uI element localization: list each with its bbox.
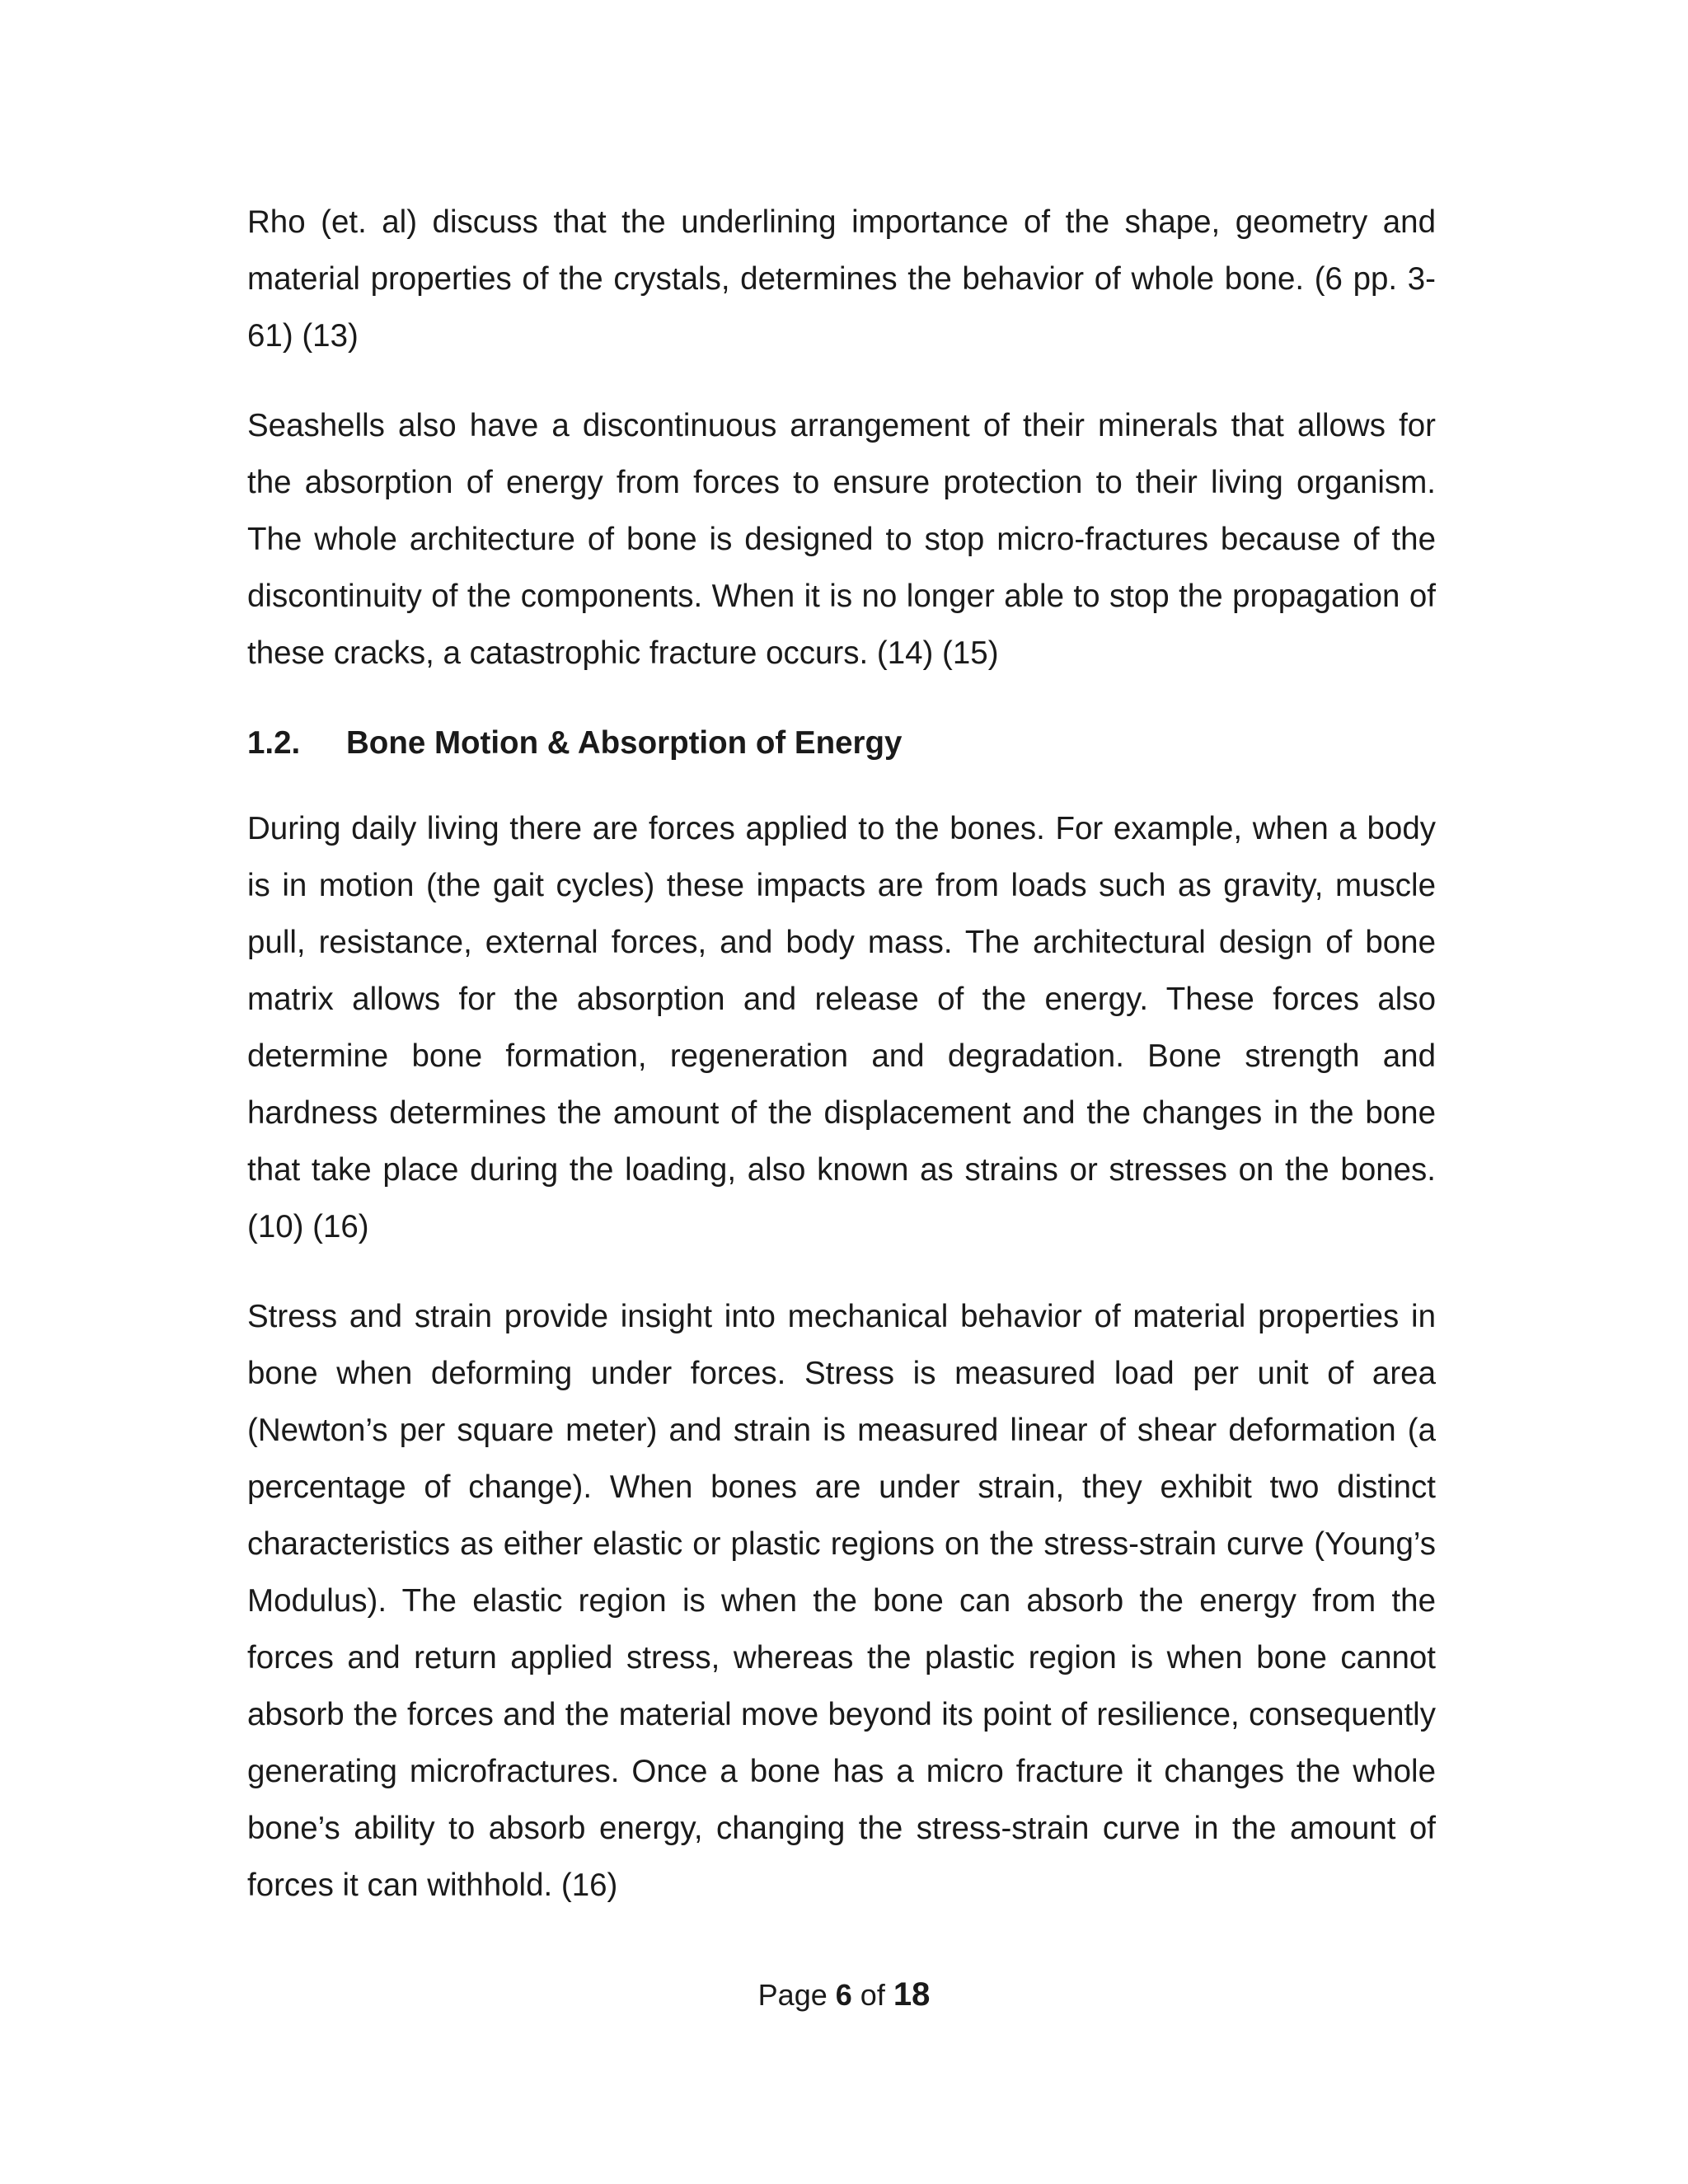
paragraph-stress-strain: Stress and strain provide insight into mechanical behavior of material properties in bone when deforming under forces. Stress is measured load per unit of area (Newton’s per square meter) and strain is measured linear of shear deformation (a percentage of change). When bones are under strain, they exhibit two distinct characteristics as either elastic or plastic regions on the stress-strain curve (Young’s Modulus). The elastic region is when the bone can absorb the energy from the forces and return applied stress, whereas the plastic region is when bone cannot absorb the forces and the material move beyond its point of resilience, consequently generating microfractures. Once a bone has a micro fracture it changes the whole bone’s ability to absorb energy, changing the stress-strain curve in the amount of forces it can withhold. (16) bbox=[247, 1299, 1436, 1903]
paragraph-rho: Rho (et. al) discuss that the underlining importance of the shape, geometry and material properties of the crystals, determines the behavior of whole bone. (6 pp. 3-61) (13) bbox=[247, 204, 1436, 354]
paragraph-daily-living: During daily living there are forces applied to the bones. For example, when a body is in motion (the gait cycles) these impacts are from loads such as gravity, muscle pull, resistance, external forces, and body mass. The architectural design of bone matrix allows for the absorption and release of the energy. These forces also determine bone formation, regeneration and degradation. Bone strength and hardness determines the amount of the displacement and the changes in the bone that take place during the loading, also known as strains or stresses on the bones. (10) (16) bbox=[247, 811, 1436, 1244]
page-body bbox=[247, 194, 1436, 1914]
of-label: of bbox=[860, 1978, 885, 2012]
section-title: Bone Motion & Absorption of Energy bbox=[346, 725, 903, 761]
page-total: 18 bbox=[893, 1976, 931, 2013]
page-label: Page bbox=[757, 1978, 828, 2012]
section-number: 1.2. bbox=[247, 725, 301, 761]
page-current: 6 bbox=[835, 1978, 852, 2012]
paragraph-seashells: Seashells also have a discontinuous arrangement of their minerals that allows for the absorption of energy from forces to ensure protection to their living organism. The whole architecture of bone is designed to stop micro-fractures because of the discontinuity of the components. When it is no longer able to stop the propagation of these cracks, a catastrophic fracture occurs. (14) (15) bbox=[247, 408, 1436, 671]
section-heading bbox=[247, 715, 1436, 771]
page-footer bbox=[0, 1974, 1688, 2016]
